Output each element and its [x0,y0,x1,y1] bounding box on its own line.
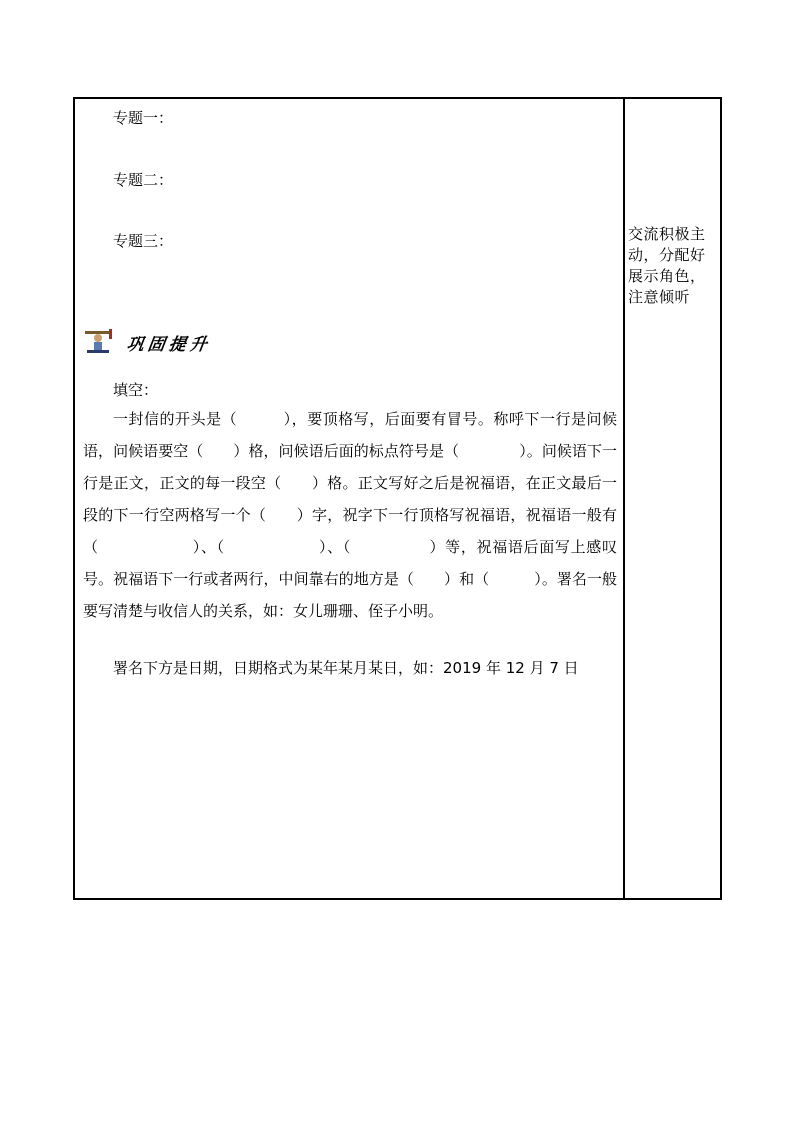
fill-paragraph: 一封信的开头是（ ），要顶格写，后面要有冒号。称呼下一行是问候语，问候语要空（ ）格，问候语后面的标点符号是（ ）。问候语下一行是正文，正文的每一段空（ ）格。正文写好之后是祝福语，在正文最后一段的下一行空两格写一个（ ）字，祝字下一行顶格写祝福语，祝福语一般有（ ）、（ ）、（ ）等，祝福语后面写上感叹号。祝福语下一行或者两行，中间靠右的地方是（ ）和（ ）。署名一般要写清楚与收信人的关系，如：女儿珊珊、侄子小明。 [83,410,617,620]
figure-emblem-icon [83,327,115,357]
section-heading [83,327,211,357]
date-line: 署名下方是日期，日期格式为某年某月某日，如：2019 年 12 月 7 日 [113,659,579,677]
column-divider [623,97,625,900]
side-note: 交流积极主动，分配好展示角色，注意倾听 [628,225,706,306]
section-title: 巩固提升 [125,334,213,355]
topic-three: 专题三： [113,232,174,250]
topic-one: 专题一： [113,109,174,127]
topic-two: 专题二： [113,171,174,189]
fill-label: 填空： [113,381,159,399]
content-cell [75,99,623,898]
